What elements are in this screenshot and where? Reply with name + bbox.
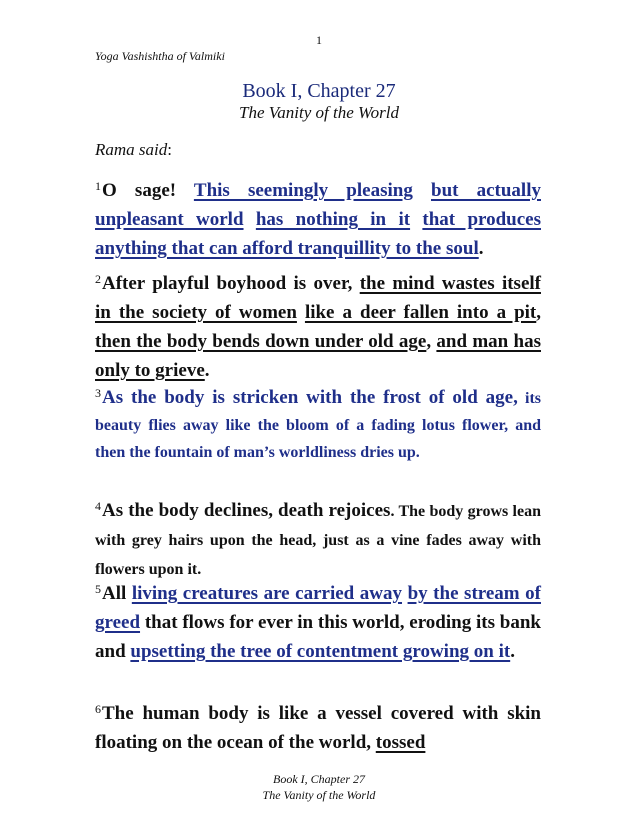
verse-text: that flows for ever in this world, eroding its bank and — [95, 612, 541, 662]
verse-text — [413, 180, 431, 201]
verse-text-underlined: living creatures are carried away — [131, 583, 403, 604]
verse-number: 5 — [95, 582, 101, 596]
verse-text-underlined: by the stream of greed — [95, 583, 541, 633]
verse-text: . The body grows lean with grey hairs upon the head, just as a vine fades away with flowers upon it. — [95, 503, 542, 578]
verse-1 — [95, 172, 541, 263]
chapter-title: Book I, Chapter 27 — [242, 80, 396, 102]
verse-text: As the body is stricken with the frost of old age, — [102, 387, 518, 408]
verse-text: its beauty flies away like the bloom of a fading lotus flower, and then the fountain of man’s worldliness dries up. — [95, 390, 542, 461]
verse-text-underlined: tossed — [375, 732, 426, 753]
verse-text-underlined: This seemingly pleasing — [193, 180, 413, 201]
verse-text-underlined: that produces anything that can afford tranquillity to the soul — [95, 209, 541, 259]
verse-text: As the body declines, death rejoices — [102, 500, 391, 521]
verse-text-underlined: upsetting the tree of contentment growing on it — [130, 641, 511, 662]
verse-3 — [95, 380, 541, 466]
verse-6 — [95, 695, 541, 757]
verse-text: The human body is like a vessel covered with skin floating on the ocean of the world, — [95, 703, 541, 753]
speaker-name: Rama said — [95, 140, 168, 159]
verse-text: . — [478, 238, 484, 259]
verse-text — [410, 209, 422, 230]
verse-number: 4 — [95, 499, 101, 513]
speaker-colon: : — [167, 140, 172, 159]
footer-subtitle: The Vanity of the World — [262, 788, 376, 802]
footer-chapter: Book I, Chapter 27 — [273, 772, 365, 786]
verse-number: 6 — [95, 702, 101, 716]
verse-text-underlined: but actually unpleasant world — [95, 180, 541, 230]
verse-text-underlined: the mind wastes itself in the society of women — [95, 273, 541, 323]
verse-text-underlined: like a deer fallen into a pit — [304, 302, 537, 323]
verse-text-underlined: has nothing in it — [255, 209, 411, 230]
page-number: 1 — [316, 33, 322, 47]
verse-text: O sage! — [102, 180, 194, 201]
verse-number: 1 — [95, 179, 101, 193]
verse-text — [244, 209, 256, 230]
verse-text — [297, 302, 305, 323]
verse-number: 2 — [95, 272, 101, 286]
verse-4 — [95, 492, 541, 583]
verse-text: . — [510, 641, 515, 662]
verse-text-underlined: then the body bends down under old age — [95, 331, 427, 352]
verse-5 — [95, 575, 541, 666]
verse-text: , — [426, 331, 437, 352]
verse-number: 3 — [95, 386, 101, 400]
verse-text: , — [536, 302, 542, 323]
verse-text: All — [102, 583, 132, 604]
chapter-subtitle: The Vanity of the World — [239, 103, 399, 122]
speaker-line — [95, 140, 172, 160]
verse-text-underlined: and man has only to grieve — [95, 331, 541, 381]
running-head: Yoga Vashishtha of Valmiki — [95, 49, 225, 63]
verse-2 — [95, 265, 541, 385]
verse-text: . — [204, 360, 210, 381]
verse-text: After playful boyhood is over, — [102, 273, 360, 294]
